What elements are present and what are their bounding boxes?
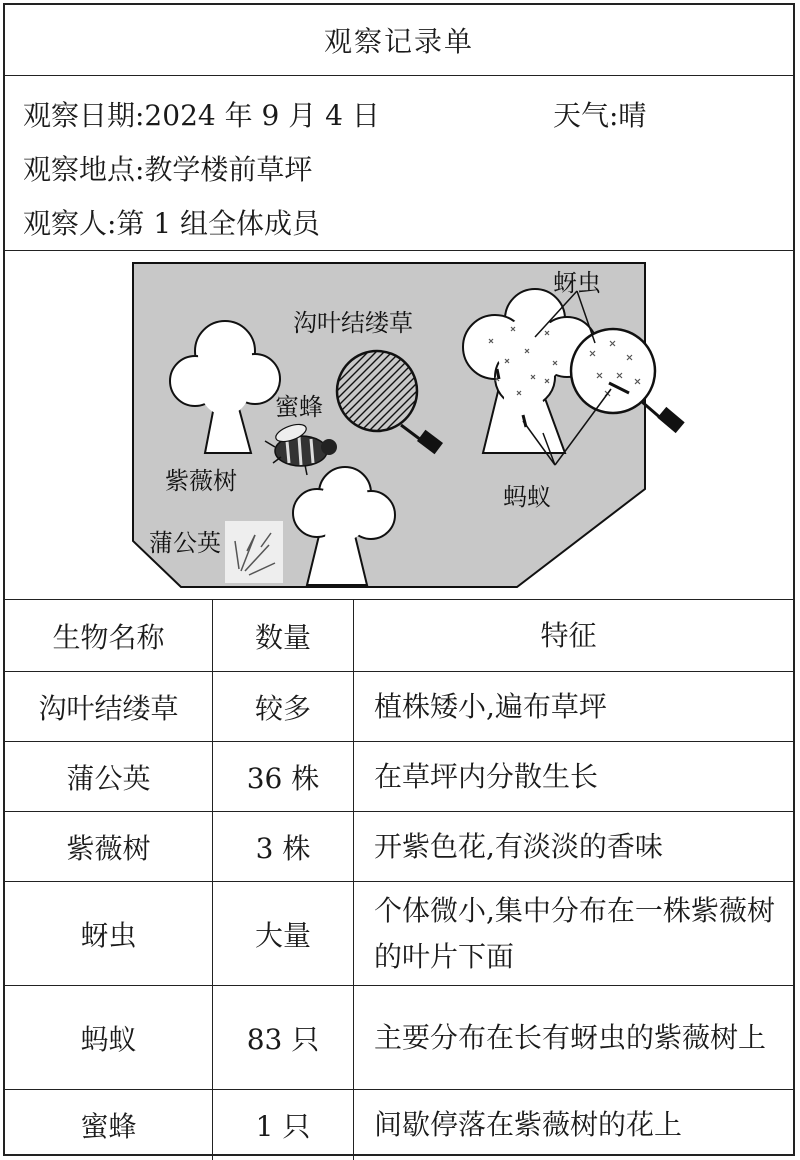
label-bee: 蜜蜂 (275, 393, 323, 421)
row-feature: 植株矮小,遍布草坪 (354, 672, 794, 742)
label-aphid: 蚜虫 (553, 269, 601, 297)
observation-place: 观察地点:教学楼前草坪 (23, 153, 313, 186)
row-name: 蒲公英 (5, 742, 213, 812)
table-header-row (5, 600, 793, 672)
row-count: 较多 (213, 672, 354, 742)
row-count: 83 只 (213, 986, 354, 1090)
sheet-title: 观察记录单 (5, 5, 793, 76)
row-name: 蚂蚁 (5, 986, 213, 1090)
label-ant: 蚂蚁 (503, 483, 551, 511)
row-name: 沟叶结缕草 (5, 672, 213, 742)
row-feature: 开紫色花,有淡淡的香味 (354, 812, 794, 882)
observation-date: 观察日期:2024 年 9 月 4 日 (23, 99, 380, 132)
table-row (5, 882, 793, 986)
record-table (5, 599, 793, 1160)
table-row (5, 986, 793, 1090)
row-feature: 个体微小,集中分布在一株紫薇树的叶片下面 (354, 882, 794, 986)
label-dandelion: 蒲公英 (149, 529, 221, 557)
row-feature: 在草坪内分散生长 (354, 742, 794, 812)
info-section (5, 75, 793, 251)
row-count: 大量 (213, 882, 354, 986)
scene-svg (5, 251, 793, 599)
label-grass: 沟叶结缕草 (293, 309, 413, 337)
header-name: 生物名称 (5, 600, 213, 672)
scene-illustration (5, 251, 793, 600)
header-count: 数量 (213, 600, 354, 672)
dandelion-icon (225, 521, 283, 583)
table-row (5, 812, 793, 882)
observation-record-sheet (3, 3, 795, 1156)
row-name: 蚜虫 (5, 882, 213, 986)
table-row (5, 672, 793, 742)
row-count: 36 株 (213, 742, 354, 812)
table-row (5, 742, 793, 812)
weather: 天气:晴 (553, 99, 647, 132)
table-row (5, 1090, 793, 1160)
row-count: 3 株 (213, 812, 354, 882)
info-date-line (23, 89, 793, 143)
label-crape-myrtle: 紫薇树 (165, 467, 237, 495)
row-count: 1 只 (213, 1090, 354, 1160)
row-feature: 间歇停落在紫薇树的花上 (354, 1090, 794, 1160)
row-name: 紫薇树 (5, 812, 213, 882)
observer: 观察人:第 1 组全体成员 (23, 207, 321, 240)
header-feature: 特征 (354, 600, 794, 672)
row-name: 蜜蜂 (5, 1090, 213, 1160)
row-feature: 主要分布在长有蚜虫的紫薇树上 (354, 986, 794, 1090)
